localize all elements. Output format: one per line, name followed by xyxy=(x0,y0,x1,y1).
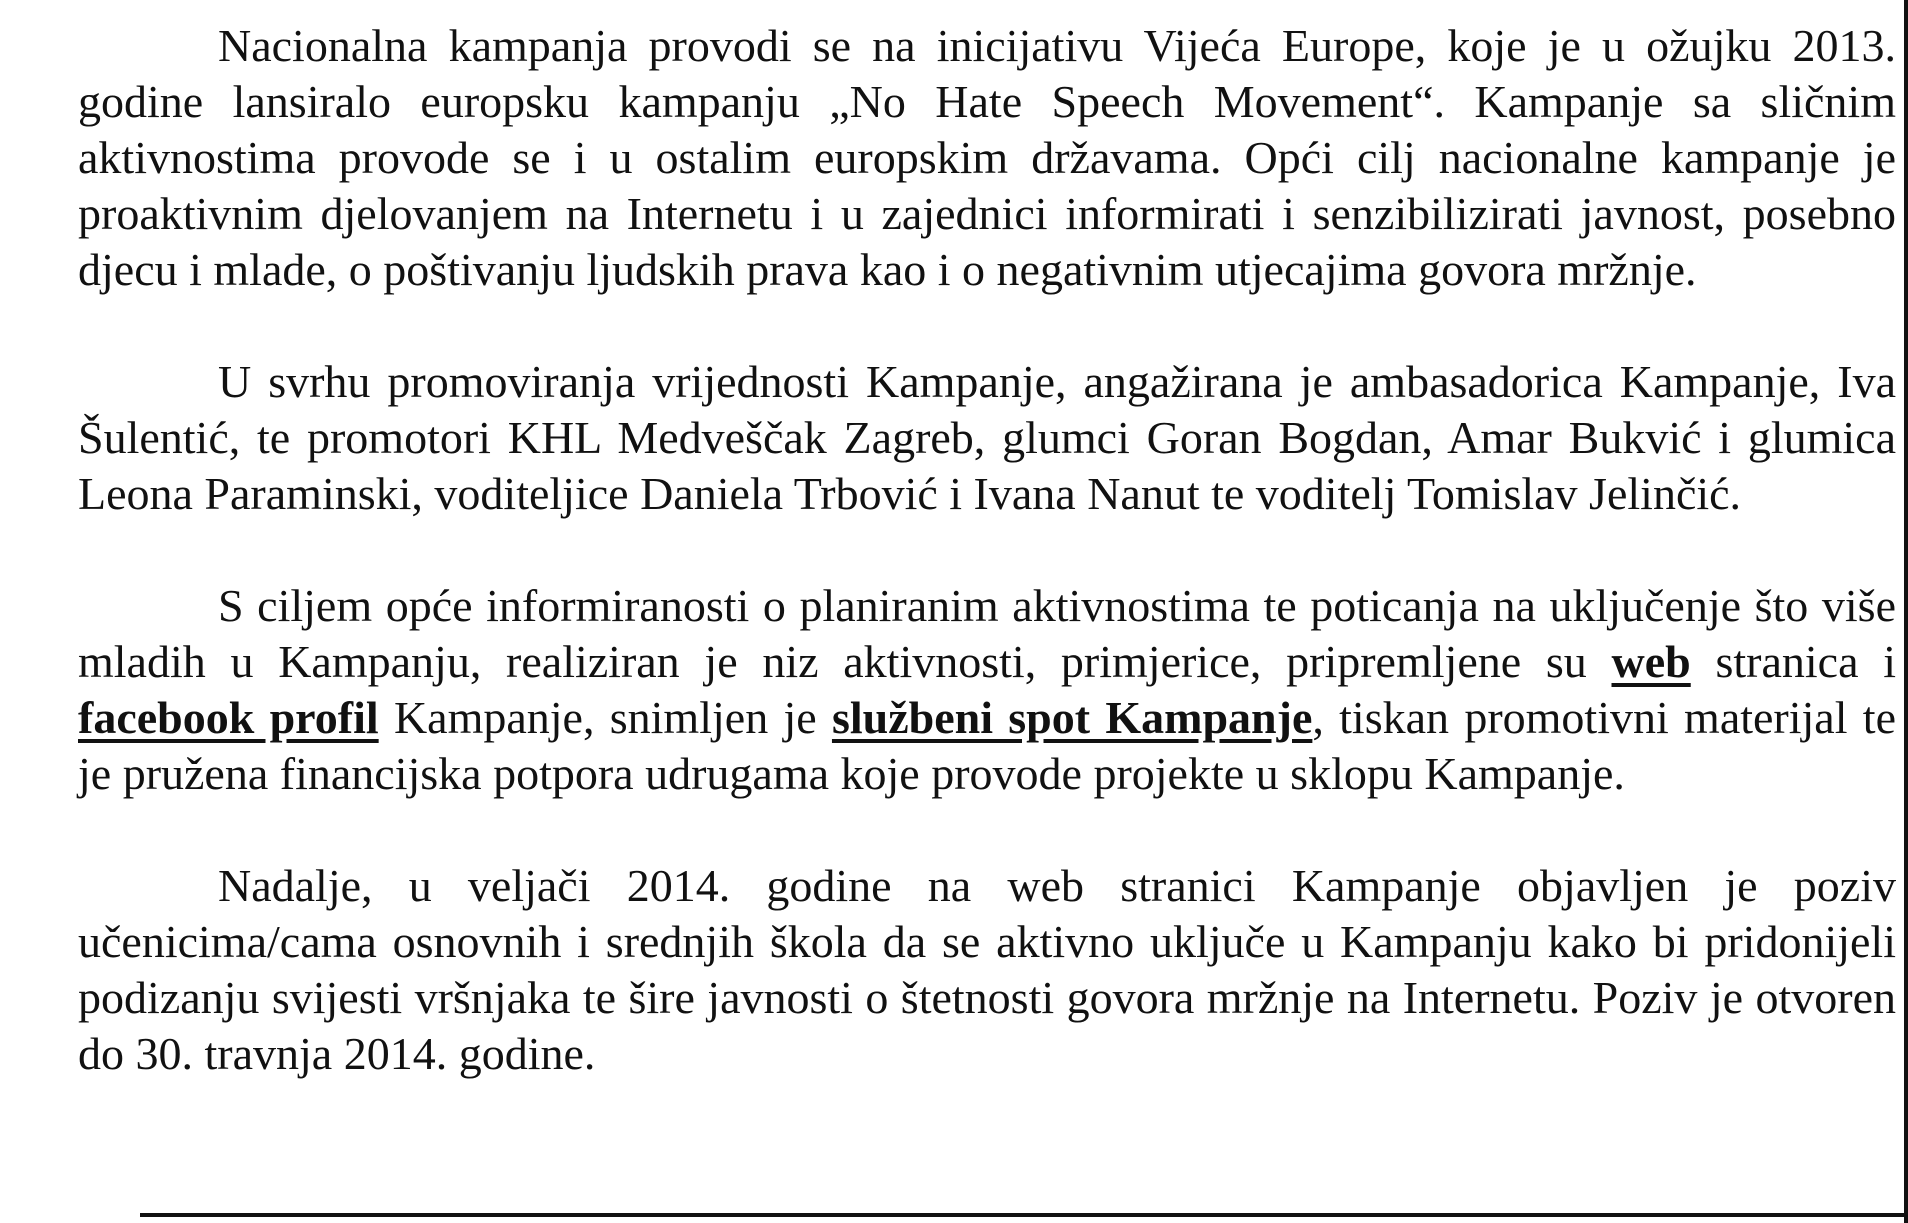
activities-text-3: Kampanje, snimljen je xyxy=(378,692,832,743)
paragraph-campaign-intro: Nacionalna kampanja provodi se na inicijativu Vijeća Europe, koje je u ožujku 2013. godine lansiralo europsku kampanju „No Hate Speech Movement“. Kampanje sa sličnim aktivnostima provode se i u ostalim europskim državama. Opći cilj nacionalne kampanje je proaktivnim djelovanjem na Internetu i u zajednici informirati i senzibilizirati javnost, posebno djecu i mlade, o poštivanju ljudskih prava kao i o negativnim utjecajima govora mržnje. xyxy=(78,20,1896,295)
official-spot-link[interactable]: službeni spot Kampanje xyxy=(831,692,1313,743)
activities-text-4: , tiskan promotivni materijal te je pružena financijska potpora udrugama koje provode projekte u sklopu Kampanje. xyxy=(78,692,1896,799)
paragraph-activities xyxy=(78,578,1896,802)
paragraph-call-for-students: Nadalje, u veljači 2014. godine na web stranici Kampanje objavljen je poziv učenicima/cama osnovnih i srednjih škola da se aktivno uključe u Kampanju kako bi pridonijeli podizanju svijesti vršnjaka te šire javnosti o štetnosti govora mržnje na Internetu. Poziv je otvoren do 30. travnja 2014. godine. xyxy=(78,860,1896,1079)
activities-text-2: stranica i xyxy=(1690,636,1896,687)
document-body xyxy=(78,18,1896,1082)
bottom-border-line xyxy=(140,1213,1908,1217)
facebook-profile-link[interactable]: facebook profil xyxy=(78,692,379,743)
paragraph-ambassadors: U svrhu promoviranja vrijednosti Kampanje, angažirana je ambasadorica Kampanje, Iva Šulentić, te promotori KHL Medveščak Zagreb, glumci Goran Bogdan, Amar Bukvić i glumica Leona Paraminski, voditeljice Daniela Trbović i Ivana Nanut te voditelj Tomislav Jelinčić. xyxy=(78,356,1896,519)
activities-text-1: S ciljem opće informiranosti o planiranim aktivnostima te poticanja na uključenje što više mladih u Kampanju, realiziran je niz aktivnosti, primjerice, pripremljene su xyxy=(78,580,1896,687)
web-link[interactable]: web xyxy=(1611,636,1691,687)
right-border-line xyxy=(1904,0,1908,1223)
